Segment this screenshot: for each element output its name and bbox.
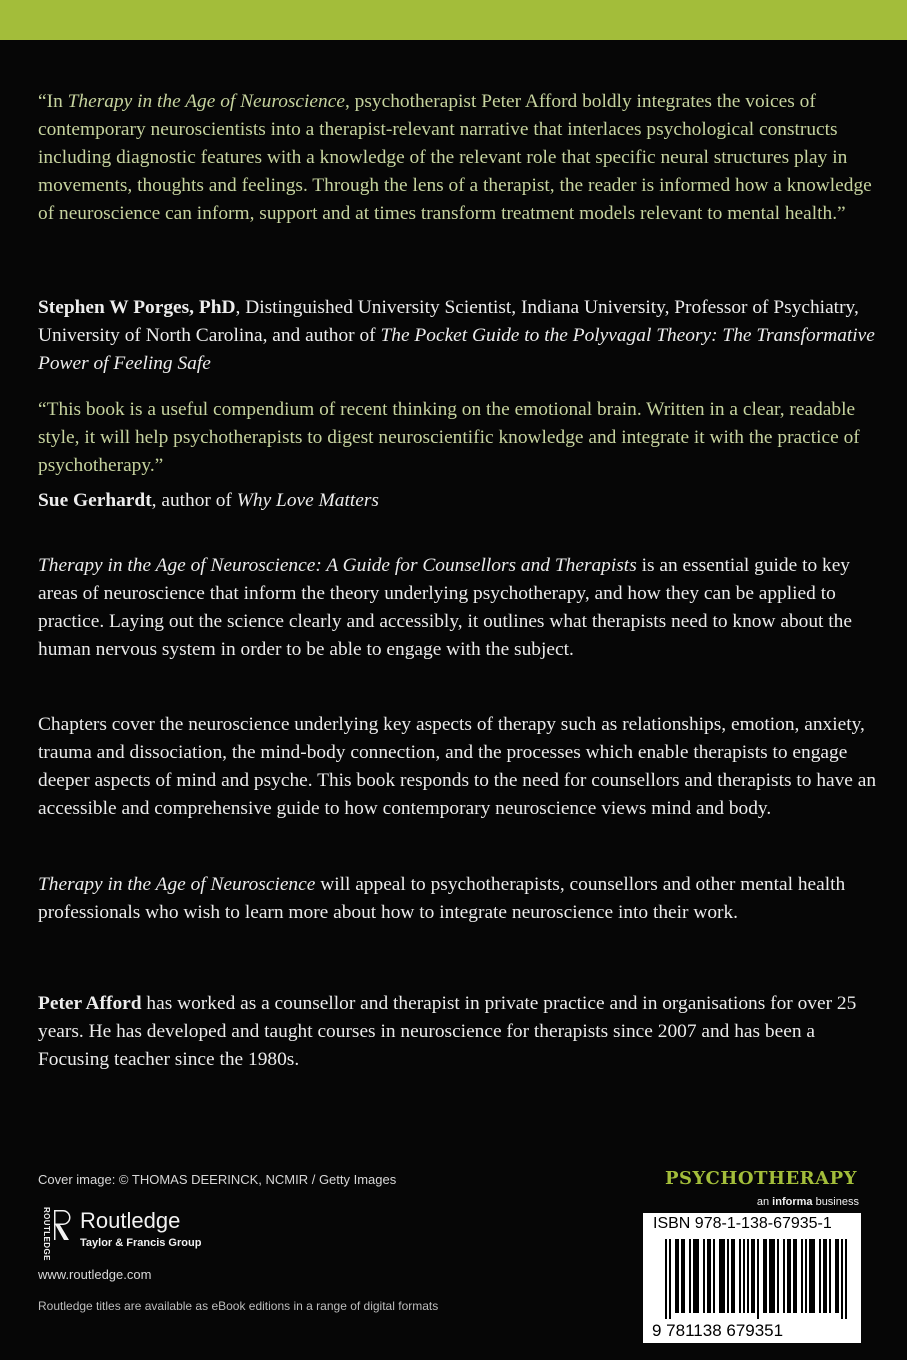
publisher-group: Taylor & Francis Group [80, 1237, 202, 1249]
barcode-bar [763, 1239, 765, 1313]
barcode-bar [825, 1239, 827, 1313]
cover-image-credit: Cover image: © THOMAS DEERINCK, NCMIR / Getty Images [38, 1172, 397, 1187]
barcode-bar [703, 1239, 705, 1313]
informa-tagline [757, 1196, 859, 1208]
barcode-bar [783, 1239, 785, 1313]
barcode-bar [765, 1239, 767, 1313]
quote-text: , psychotherapist Peter Afford boldly integrates the voices of contemporary neuroscientists into a therapist-relevant narrative that interlaces psychological constructs including diagnostic features with a knowledge of the relevant role that specific neural structures play in movements, thoughts and feelings. Through the lens of a therapist, the reader is informed how a knowledge of neuroscience can inform, support and at times transform treatment models relevant to mental health.” [38, 91, 872, 224]
quote-text: “This book is a useful compendium of recent thinking on the emotional brain. Written in a clear, readable style, it will help psychotherapists to digest neuroscientific knowledge and integrate it with the practice of psychotherapy.” [38, 399, 860, 476]
ebook-note: Routledge titles are available as eBook editions in a range of digital formats [38, 1299, 439, 1313]
barcode-bar [809, 1239, 811, 1313]
barcode-bar [757, 1239, 759, 1319]
barcode-digits: 9 781138 679351 [652, 1321, 784, 1339]
barcode-bar [823, 1239, 825, 1313]
barcode-bar [813, 1239, 815, 1313]
barcode-bar [801, 1239, 803, 1313]
description-text: is an essential guide to key areas of neuroscience that inform the theory underlying psychotherapy, and how they can be applied to practice. Laying out the science clearly and accessibly, it outlines what therapists need to know about the human nervous system in order to be able to engage with the subject. [38, 555, 852, 660]
informa-suffix: business [812, 1196, 859, 1208]
barcode-bar [743, 1239, 745, 1313]
routledge-vertical-wordmark: ROUTLEDGE [42, 1207, 51, 1261]
routledge-logo [38, 1207, 218, 1261]
barcode-bar [769, 1239, 771, 1313]
barcode-bar [723, 1239, 725, 1313]
quote-credentials: , Distinguished University Scientist, Indiana University, Professor of Psychiatry, University of North Carolina, and author of [38, 297, 859, 346]
barcode-bar [787, 1239, 789, 1313]
barcode-bar [753, 1239, 755, 1313]
barcode-bar [733, 1239, 735, 1313]
barcode-bar [829, 1239, 831, 1313]
description-paragraph-1 [38, 552, 878, 664]
quote-book-title: Therapy in the Age of Neuroscience [67, 91, 345, 112]
barcode-bar [713, 1239, 715, 1313]
barcode-bar [819, 1239, 821, 1313]
barcode-bar [793, 1239, 795, 1313]
barcode-icon [649, 1239, 855, 1339]
barcode-bar [693, 1239, 695, 1313]
barcode-bar [837, 1239, 839, 1313]
isbn-barcode [643, 1213, 861, 1343]
quote-author: Sue Gerhardt [38, 490, 152, 511]
description-paragraph-3 [38, 871, 878, 927]
barcode-bar [751, 1239, 753, 1313]
barcode-bar [731, 1239, 733, 1313]
barcode-bar [747, 1239, 749, 1313]
barcode-bar [727, 1239, 729, 1313]
barcode-bar [721, 1239, 723, 1313]
description-text: will appeal to psychotherapists, counsellors and other mental health professionals who wish to learn more about how to integrate neuroscience into their work. [38, 874, 846, 923]
quote-author-book: Why Love Matters [236, 490, 379, 511]
barcode-bar [681, 1239, 683, 1313]
book-full-title: Therapy in the Age of Neuroscience: A Guide for Counsellors and Therapists [38, 555, 637, 576]
quote-open: “In [38, 91, 68, 112]
barcode-bar [845, 1239, 847, 1319]
quote-credentials: , author of [151, 490, 237, 511]
barcode-bar [697, 1239, 699, 1313]
review-quote-gerhardt [38, 396, 878, 480]
barcode-bar [675, 1239, 677, 1313]
book-title: Therapy in the Age of Neuroscience [38, 874, 316, 895]
barcode-bar [811, 1239, 813, 1313]
routledge-wordmark: Routledge [80, 1208, 181, 1233]
barcode-bar [771, 1239, 773, 1313]
barcode-bar [777, 1239, 779, 1313]
quote-author: Stephen W Porges, PhD [38, 297, 236, 318]
barcode-bar [669, 1239, 671, 1319]
barcode-bar [795, 1239, 797, 1313]
barcode-bar [719, 1239, 721, 1313]
barcode-bar [665, 1239, 667, 1319]
barcode-bar [739, 1239, 741, 1313]
top-color-band [0, 0, 907, 40]
barcode-bar [689, 1239, 691, 1313]
routledge-r-icon [52, 1208, 74, 1242]
quote-attribution-gerhardt [38, 487, 878, 515]
author-bio-text: has worked as a counsellor and therapist in private practice and in organisations for over 25 years. He has developed and taught courses in neuroscience for therapists since 2007 and has been a Focusing teacher since the 1980s. [38, 993, 857, 1070]
barcode-bar [805, 1239, 807, 1313]
barcode-bar [677, 1239, 679, 1313]
barcode-bar [709, 1239, 711, 1313]
description-paragraph-2 [38, 711, 878, 823]
description-text: Chapters cover the neuroscience underlying key aspects of therapy such as relationships, emotion, anxiety, trauma and dissociation, the mind-body connection, and the processes which enable therapists to engage deeper aspects of mind and psyche. This book responds to the need for counsellors and therapists to have an accessible and comprehensive guide to how contemporary neuroscience views mind and body. [38, 714, 877, 819]
barcode-bar [773, 1239, 775, 1313]
barcode-bar [841, 1239, 843, 1319]
barcode-bar [789, 1239, 791, 1313]
author-bio [38, 990, 878, 1074]
informa-name: informa [772, 1196, 813, 1208]
quote-author-book: The Pocket Guide to the Polyvagal Theory: The Transformative Power of Feeling Safe [38, 325, 875, 374]
author-name: Peter Afford [38, 993, 142, 1014]
barcode-bar [695, 1239, 697, 1313]
barcode-bar [835, 1239, 837, 1313]
review-quote-porges [38, 88, 878, 228]
informa-prefix: an [756, 1196, 773, 1208]
subject-category: PSYCHOTHERAPY [664, 1168, 857, 1189]
barcode-bar [707, 1239, 709, 1313]
publisher-website[interactable]: www.routledge.com [38, 1267, 152, 1282]
isbn-number: ISBN 978-1-138-67935-1 [653, 1215, 832, 1232]
barcode-bar [683, 1239, 685, 1313]
quote-attribution-porges [38, 294, 878, 378]
